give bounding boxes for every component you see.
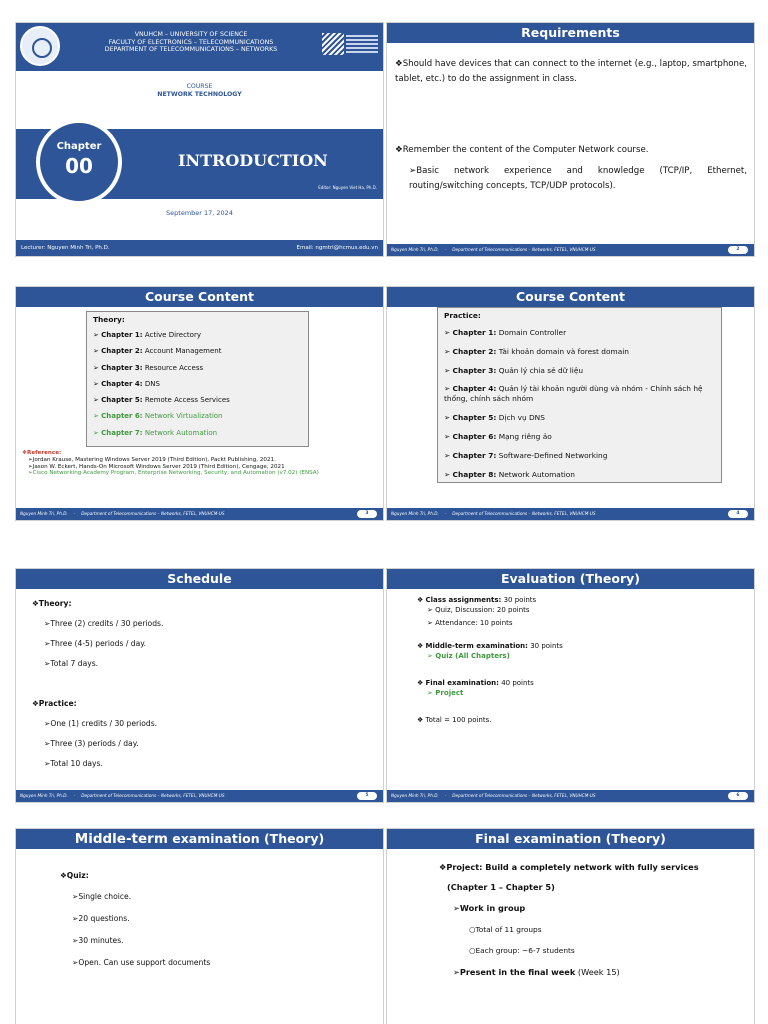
slide-title-bar: Schedule — [16, 569, 383, 589]
list-item: ➢Total 10 days. — [44, 759, 103, 768]
slide-requirements — [386, 22, 755, 257]
slide-footer: Nguyen Minh Tri, Ph.D. - Department of Telecommunications – Networks, FETEL, VNUHCM-US 3 — [16, 508, 383, 520]
slide-title-bar: Course Content — [16, 287, 383, 307]
page-number: 5 — [357, 792, 377, 800]
requirement-course: ❖Remember the content of the Computer Network course. — [395, 145, 649, 155]
lecture-date: September 17, 2024 — [166, 209, 233, 217]
list-item: ➢ Project — [427, 689, 464, 697]
department-logo-icon — [322, 33, 378, 55]
page-number: 2 — [728, 246, 748, 254]
list-item: ➢Work in group — [453, 903, 526, 913]
chapter-item: ➢ Chapter 1: Active Directory — [93, 331, 201, 339]
list-item: ➢Three (2) credits / 30 periods. — [44, 619, 164, 628]
reference-list: ❖Reference: ➢Jordan Krause, Mastering Windows Server 2019 (Third Edition), Packt Publishing, 2021. ➢Jason W. Eckert, Hands-On Microsoft Windows Server 2019 (Third Edition), Cengage, 2021 ➢Cisco Networking Academy Program, Enterprise Networking, Security, and Automation (v7.02) (ENSA) — [22, 450, 378, 477]
university-logo-icon — [20, 26, 60, 66]
list-item: ➢Three (4-5) periods / day. — [44, 639, 147, 648]
list-item: ➢30 minutes. — [72, 936, 124, 945]
page-number: 3 — [357, 510, 377, 518]
slide-footer: Nguyen Minh Tri, Ph.D. - Department of Telecommunications – Networks, FETEL, VNUHCM-US 4 — [387, 508, 754, 520]
theory-chapter-box: Theory: ➢ Chapter 1: Active Directory ➢ Chapter 2: Account Management ➢ Chapter 3: Resource Access ➢ Chapter 4: DNS ➢ Chapter 5: Remote Access Services ➢ Chapter 6: Network Virtualization ➢ Chapter 7: Network Automation — [86, 311, 309, 447]
slide-title-bar: Requirements — [387, 23, 754, 43]
page-number: 6 — [728, 792, 748, 800]
total-points: ❖ Total = 100 points. — [417, 716, 492, 724]
list-item: ➢Present in the final week (Week 15) — [453, 967, 620, 977]
list-item: ➢One (1) credits / 30 periods. — [44, 719, 158, 728]
chapter-item: ➢ Chapter 6: Mạng riêng ảo — [444, 432, 552, 441]
slide-footer: Nguyen Minh Tri, Ph.D. - Department of Telecommunications – Networks, FETEL, VNUHCM-US 2 — [387, 244, 754, 256]
slide-main-title: INTRODUCTION — [178, 151, 328, 170]
editor-credit: Editor: Nguyen Viet Ha, Ph.D. — [318, 185, 377, 190]
requirement-devices: ❖Should have devices that can connect to the internet (e.g., laptop, smartphone, tablet, etc.) to do the assignment in class. — [395, 59, 747, 84]
practice-schedule: ❖Practice: ➢One (1) credits / 30 periods. ➢Three (3) periods / day. ➢Total 10 days. — [32, 699, 157, 774]
list-item: ➢ Attendance: 10 points — [427, 619, 513, 627]
chapter-item: ➢ Chapter 2: Account Management — [93, 347, 222, 356]
list-item: ➢20 questions. — [72, 914, 130, 923]
reference-item: ➢Jordan Krause, Mastering Windows Server 2019 (Third Edition), Packt Publishing, 2021. — [28, 456, 276, 463]
slide-schedule — [15, 568, 384, 803]
slide-footer: Nguyen Minh Tri, Ph.D. - Department of Telecommunications – Networks, FETEL, VNUHCM-US 5 — [16, 790, 383, 802]
list-item: ➢ Quiz (All Chapters) — [427, 652, 510, 660]
chapter-item: ➢ Chapter 5: Dịch vụ DNS — [444, 413, 545, 422]
quiz-details: ❖Quiz: ➢Single choice. ➢20 questions. ➢30 minutes. ➢Open. Can use support documents — [60, 871, 210, 974]
page-number: 4 — [728, 510, 748, 518]
evaluation-list: ❖ Class assignments: 30 points ➢ Quiz, Discussion: 20 points ➢ Attendance: 10 points ❖ Middle-term examination: 30 points ➢ Quiz (All Chapters) ❖ Final examination: 40 points ➢ Project ❖ Total = 100 points. — [417, 596, 563, 724]
reference-item: ➢Cisco Networking Academy Program, Enterprise Networking, Security, and Automation (v7.02) (ENSA) — [28, 470, 319, 477]
chapter-item: ➢ Chapter 4: DNS — [93, 379, 160, 388]
slide-footer: Nguyen Minh Tri, Ph.D. - Department of Telecommunications – Networks, FETEL, VNUHCM-US 6 — [387, 790, 754, 802]
chapter-item: ➢ Chapter 7: Software-Defined Networking — [444, 451, 608, 460]
slide-midterm — [15, 828, 384, 1024]
lecturer-name: Lecturer: Nguyen Minh Tri, Ph.D. — [21, 245, 110, 251]
chapter-item: ➢ Chapter 7: Network Automation — [93, 428, 218, 437]
list-item: ➢Open. Can use support documents — [72, 958, 211, 967]
slide-title-bar: Evaluation (Theory) — [387, 569, 754, 589]
slide-course-content-theory — [15, 286, 384, 521]
requirement-knowledge: ➢Basic network experience and knowledge (TCP/IP, Ethernet, routing/switching concepts, TCP/UDP protocols). — [409, 166, 747, 191]
chapter-item: ➢ Chapter 1: Domain Controller — [444, 328, 567, 337]
list-item: ○Total of 11 groups — [469, 925, 542, 934]
list-item: ➢ Quiz, Discussion: 20 points — [427, 606, 530, 614]
institution-name: VNUHCM – UNIVERSITY OF SCIENCE FACULTY OF ELECTRONICS – TELECOMMUNICATIONS DEPARTMENT OF TELECOMMUNICATIONS – NETWORKS — [104, 31, 278, 53]
slide-course-content-practice — [386, 286, 755, 521]
slide-title — [15, 22, 384, 257]
list-item: ➢Single choice. — [72, 892, 132, 901]
slide-evaluation — [386, 568, 755, 803]
list-item: ○Each group: ~6-7 students — [469, 946, 575, 955]
practice-chapter-box: Practice: ➢ Chapter 1: Domain Controller ➢ Chapter 2: Tài khoản domain và forest domain ➢ Chapter 3: Quản lý chia sẻ dữ liệu ➢ Chapter 4: Quản lý tài khoản người dùng và nhóm - Chính sách hệ thống, chính sách nhóm ➢ Chapter 5: Dịch vụ DNS ➢ Chapter 6: Mạng riêng ảo ➢ Chapter 7: Software-Defined Networking ➢ Chapter 8: Network Automation — [437, 307, 722, 483]
chapter-item: ➢ Chapter 6: Network Virtualization — [93, 412, 223, 421]
lecturer-email: Email: ngmtri@hcmus.edu.vn — [296, 245, 378, 251]
theory-schedule: ❖Theory: ➢Three (2) credits / 30 periods. ➢Three (4-5) periods / day. ➢Total 7 days. — [32, 599, 163, 674]
slide-final-exam — [386, 828, 755, 1024]
list-item: ➢Three (3) periods / day. — [44, 739, 139, 748]
chapter-item: ➢ Chapter 3: Resource Access — [93, 363, 204, 372]
project-details: ❖Project: Build a completely network with fully services (Chapter 1 – Chapter 5) ➢Work in group ○Total of 11 groups ○Each group: ~6-7 students ➢Present in the final week (Week 15) — [439, 857, 755, 983]
chapter-item: ➢ Chapter 4: Quản lý tài khoản người dùng và nhóm - Chính sách hệ thống, chính sách nhóm — [444, 384, 703, 403]
slide-title-bar: Middle-term examination (Theory) — [16, 829, 383, 849]
chapter-item: ➢ Chapter 5: Remote Access Services — [93, 396, 230, 405]
course-info: COURSE NETWORK TECHNOLOGY — [157, 83, 242, 98]
chapter-item: ➢ Chapter 3: Quản lý chia sẻ dữ liệu — [444, 366, 584, 375]
reference-item: ➢Jason W. Eckert, Hands-On Microsoft Windows Server 2019 (Third Edition), Cengage, 2021 — [28, 463, 285, 470]
list-item: ➢Total 7 days. — [44, 659, 99, 668]
slide-title-bar: Course Content — [387, 287, 754, 307]
chapter-item: ➢ Chapter 2: Tài khoản domain và forest domain — [444, 347, 629, 356]
chapter-badge: Chapter 00 — [36, 119, 122, 205]
slide-title-bar: Final examination (Theory) — [387, 829, 754, 849]
chapter-item: ➢ Chapter 8: Network Automation — [444, 470, 575, 479]
lecturer-band — [16, 240, 383, 256]
